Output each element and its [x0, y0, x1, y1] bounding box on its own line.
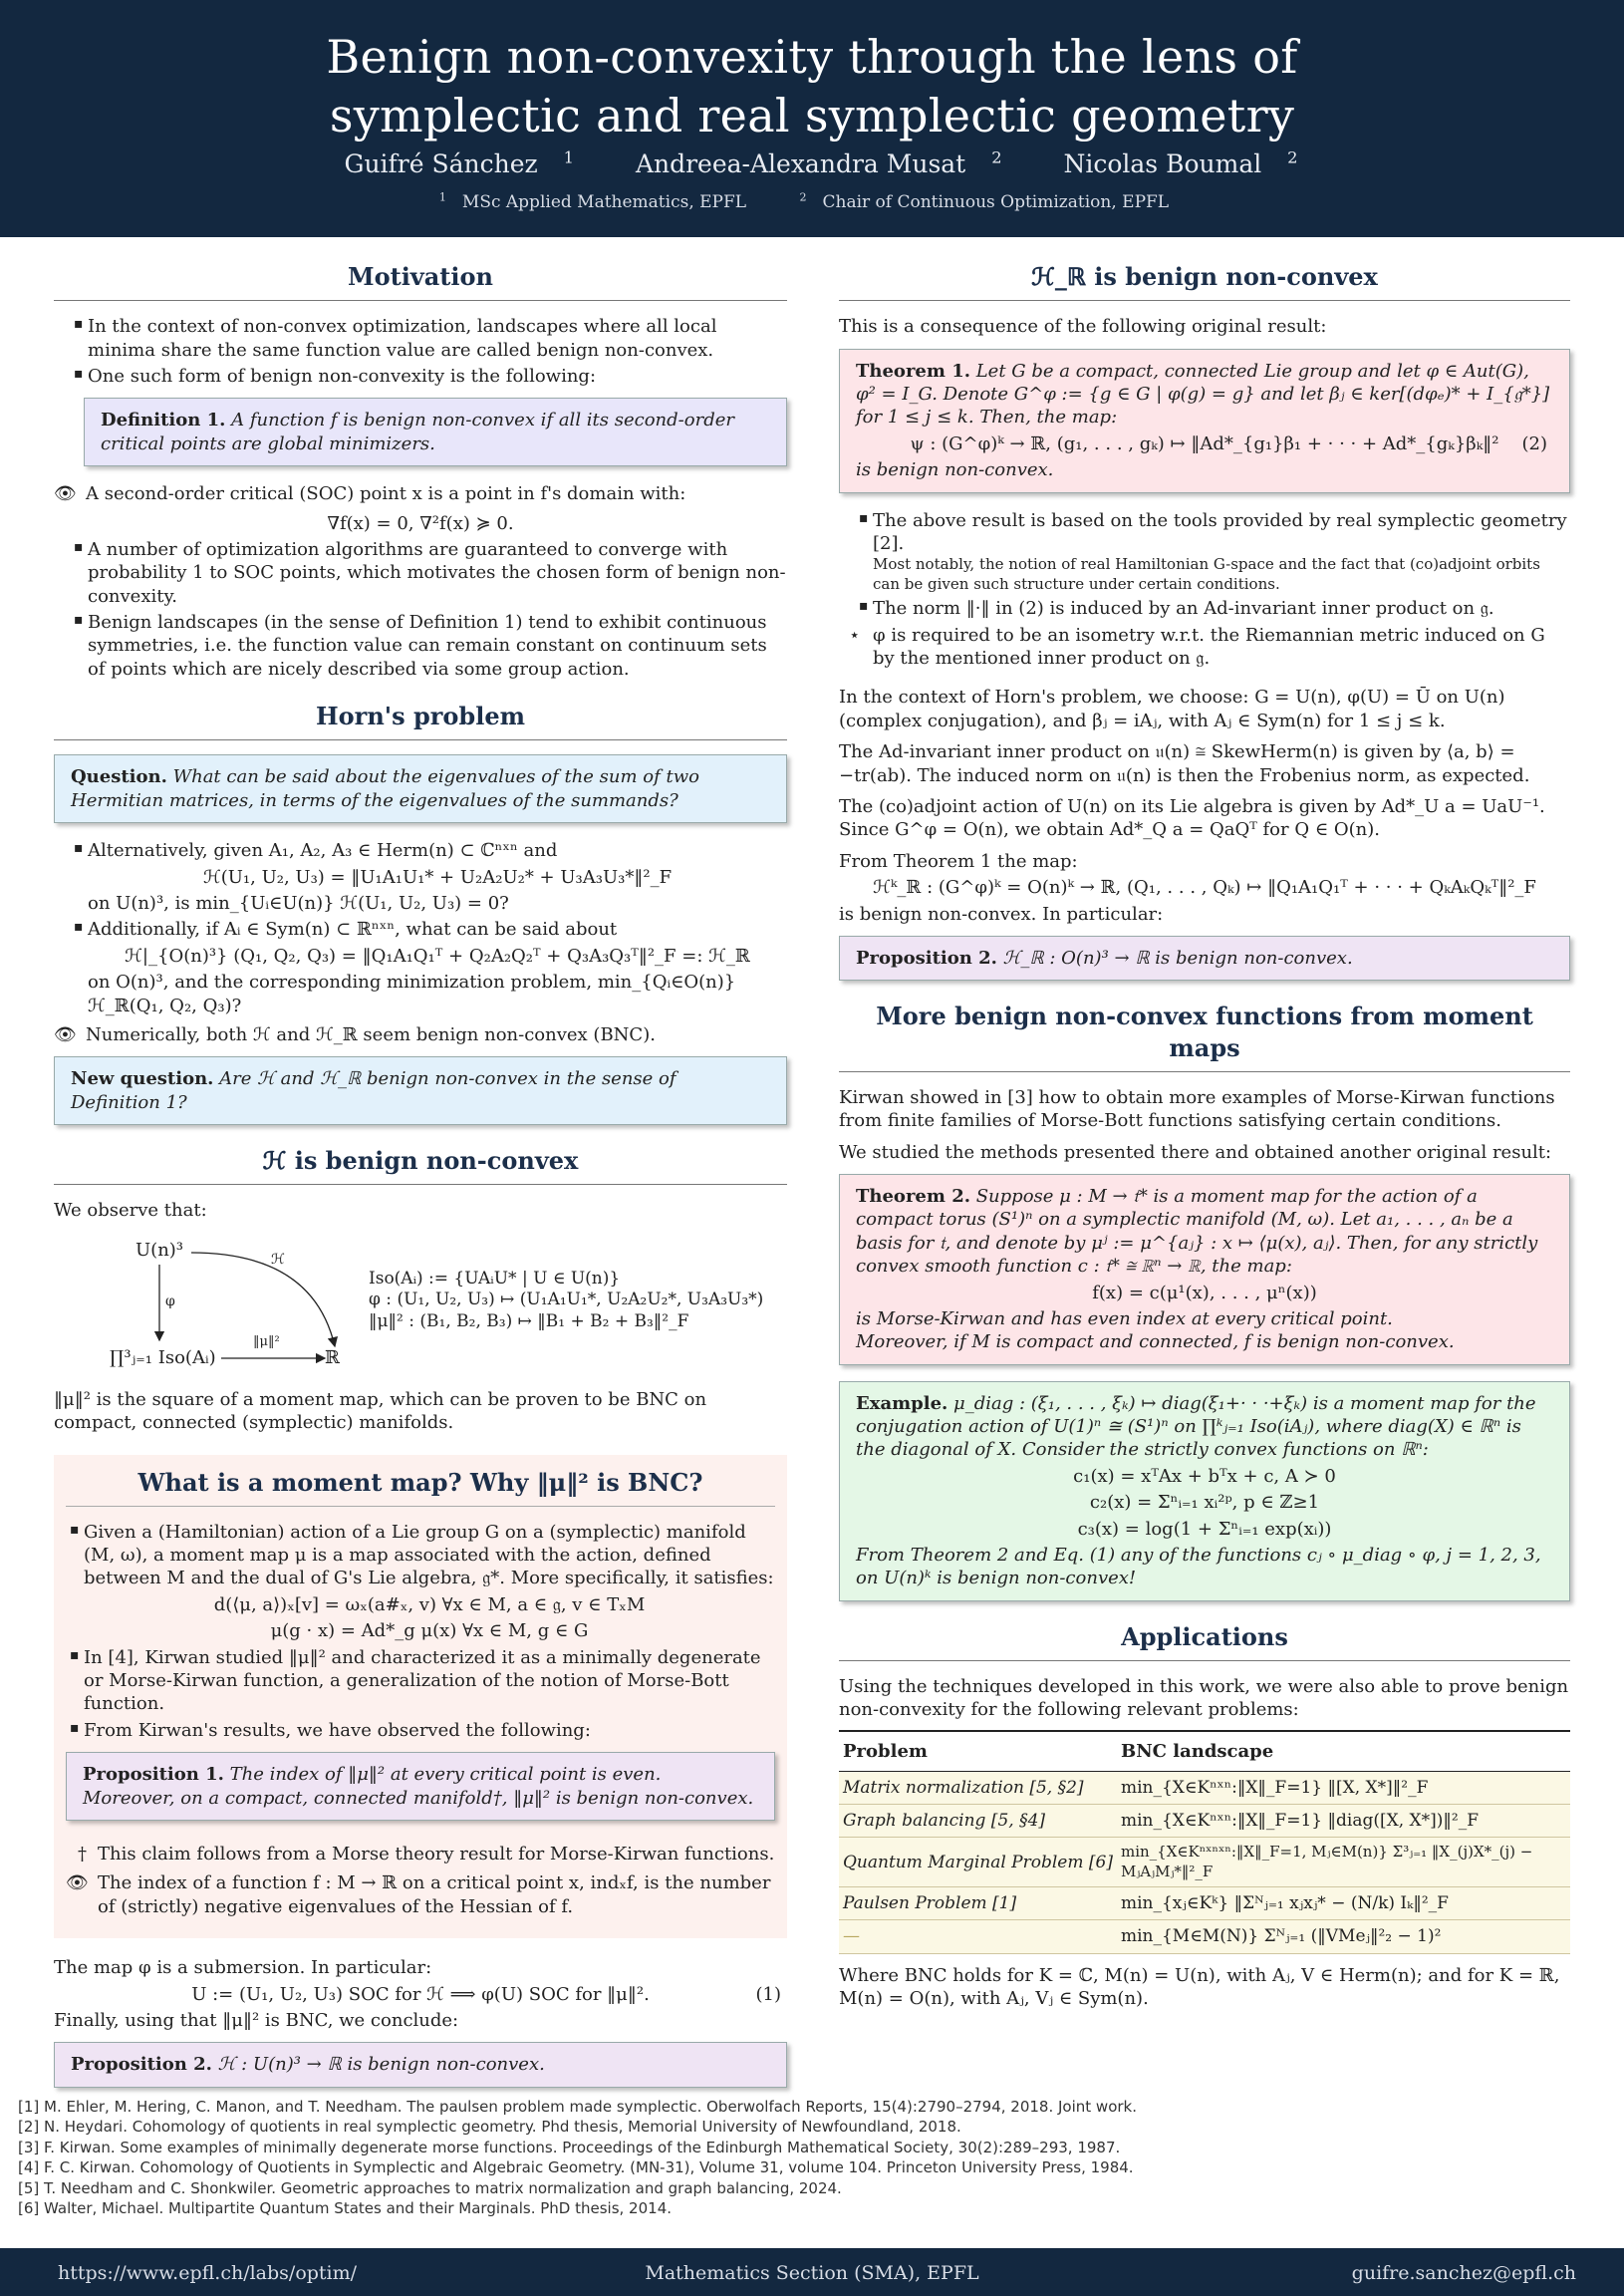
numerics-text: Numerically, both ℋ and ℋ_ℝ seem benign non-convex (BNC).: [86, 1023, 656, 1045]
intro-text: This is a consequence of the following original result:: [839, 316, 1327, 338]
reference-item: [6] Walter, Michael. Multipartite Quantum States and their Marginals. PhD thesis, 2014.: [18, 2198, 673, 2217]
isometry-note: [839, 624, 1570, 671]
submersion-text: The map φ is a submersion. In particular:: [54, 1957, 432, 1979]
paragraph: is benign non-convex. In particular:: [839, 903, 1164, 925]
soc-transfer-equation: U := (U₁, U₂, U₃) SOC for ℋ ⟹ φ(U) SOC for ‖μ‖². (1): [191, 1983, 781, 2005]
table-cell: Paulsen Problem [1]: [839, 1887, 1117, 1920]
left-column: [54, 261, 787, 2108]
index-text: The index of a function f : M → ℝ on a critical point x, indₓf, is the number of (strictly) negative eigenvalues of the Hessian of f.: [98, 1872, 771, 1917]
definition-text: A function f is benign non-convex if all its second-order critical points are global minimizers.: [101, 410, 734, 454]
dagger-mark: †: [78, 1843, 87, 1865]
reference-item: [1] M. Ehler, M. Hering, C. Manon, and T. Needham. The paulsen problem made symplectic. Oberwolfach Reports, 15(4):2790–2794, 2018. Joint work.: [18, 2098, 1137, 2116]
section-title: Horn's problem: [54, 701, 787, 740]
footnote-text: Most notably, the notion of real Hamiltonian G-space and the fact that (co)adjoint orbits can be given such structure under certain conditions.: [873, 555, 1540, 593]
section-title: More benign non-convex functions from moment maps: [839, 1001, 1570, 1071]
theorem-text: Suppose μ : M → 𝔱* is a moment map for the action of a compact torus (S¹)ⁿ on a symplectic manifold (M, ω). Let a₁, . . . , aₙ be a basis for 𝔱, and denote by μʲ := μ^{aⱼ} : x ↦ ⟨μ(x), aⱼ⟩. Then, for any strictly convex smooth function c : 𝔱* ≅ ℝⁿ → ℝ, the map:: [856, 1185, 1538, 1278]
right-column: [839, 261, 1570, 2030]
proposition-1-box: [66, 1752, 775, 1821]
equation-number: (2): [1521, 432, 1547, 454]
table-row: [839, 1772, 1570, 1805]
diagram-top: U(n)³: [135, 1239, 184, 1261]
poster-header: [0, 0, 1624, 237]
affiliation: $^2$ Chair of Continuous Optimization, EPFL: [799, 190, 1170, 213]
moment-map-text: ‖μ‖² is the square of a moment map, which can be proven to be BNC on compact, connected (symplectic) manifolds.: [54, 1388, 707, 1434]
reference-item: [5] T. Needham and C. Shonkwiler. Geometric approaches to matrix normalization and graph balancing, 2024.: [18, 2178, 842, 2197]
diagram-mu-label: ‖μ‖²: [253, 1333, 280, 1349]
poster-footer: [0, 2248, 1624, 2296]
star-mark: ⋆: [849, 624, 861, 646]
question-box: [54, 754, 787, 823]
horn-equation: ℋ(U₁, U₂, U₃) = ‖U₁A₁U₁* + U₂A₂U₂* + U₃A₃U₃*‖²_F: [202, 866, 673, 888]
table-cell: min_{M∈M(N)} Σᴺⱼ₌₁ (‖VMeⱼ‖²₂ − 1)²: [1117, 1920, 1570, 1953]
example-equation: c₃(x) = log(1 + Σⁿᵢ₌₁ exp(xᵢ)): [1077, 1518, 1332, 1540]
author-list: [0, 147, 1624, 181]
applications-section: [839, 1621, 1570, 2011]
reference-item: [3] F. Kirwan. Some examples of minimally degenerate morse functions. Proceedings of the Edinburgh Mathematical Society, 30(2):289–293, 1987.: [18, 2138, 1121, 2156]
bullet-item: ▪ Given a (Hamiltonian) action of a Lie group G on a (symplectic) manifold (M, ω), a moment map μ is a map associated with the action, defined between M and the dual of G's Lie algebra, 𝔤*. More specifically, it satisfies: d(⟨μ, a⟩)ₓ[v] = ωₓ(a#ₓ, v) ∀x ∈ M, a ∈ 𝔤, v ∈ TₓM μ(g · x) = Ad*_g μ(x) ∀x ∈ M, g ∈ G: [70, 1521, 775, 1643]
moment-map-panel: [54, 1455, 787, 1939]
moment-equation: d(⟨μ, a⟩)ₓ[v] = ωₓ(a#ₓ, v) ∀x ∈ M, a ∈ 𝔤, v ∈ TₓM: [213, 1593, 646, 1615]
numerics-note: [54, 1023, 787, 1046]
example-text: μ_diag : (ξ₁, . . . , ξₖ) ↦ diag(ξ₁+· · ·+ξₖ) is a moment map for the conjugation action of U(1)ⁿ ≅ (S¹)ⁿ on ∏ᵏⱼ₌₁ Iso(iAⱼ), where diag(X) ∈ ℝⁿ is the diagonal of X. Consider the strictly convex functions on ℝⁿ:: [856, 1392, 1536, 1461]
h-bnc-section: [54, 1145, 787, 1434]
table-header: Problem: [839, 1731, 1117, 1772]
dagger-text: This claim follows from a Morse theory result for Morse-Kirwan functions.: [98, 1843, 775, 1865]
horn-real-equation: ℋ|_{O(n)³} (Q₁, Q₂, Q₃) = ‖Q₁A₁Q₁ᵀ + Q₂A₂Q₂ᵀ + Q₃A₃Q₃ᵀ‖²_F =: ℋ_ℝ: [125, 945, 750, 967]
bullet-item: ▪ One such form of benign non-convexity is the following:: [74, 365, 787, 388]
theorem-text: is benign non-convex.: [856, 459, 1054, 481]
author: Andreea-Alexandra Musat $^2$: [635, 147, 1002, 179]
definition-label: Definition 1.: [101, 410, 226, 431]
theorem-text: Moreover, if M is compact and connected, f is benign non-convex.: [856, 1331, 1455, 1353]
theorem-text: is Morse-Kirwan and has even index at every critical point.: [856, 1307, 1393, 1329]
references: [18, 2097, 1602, 2218]
hr-bnc-section: [839, 261, 1570, 981]
bullet-item: ▪ The above result is based on the tools provided by real symplectic geometry [2]. Most notably, the notion of real Hamiltonian G-space and the fact that (co)adjoint orbits can be given such structure under certain conditions.: [859, 509, 1570, 595]
soc-equation: ∇f(x) = 0, ∇²f(x) ≽ 0.: [327, 512, 514, 534]
motivation-section: [54, 261, 787, 681]
proposition-text: The index of ‖μ‖² at every critical point is even.: [229, 1764, 662, 1786]
iso-definitions: [369, 1269, 763, 1333]
iso-definition: Iso(Aᵢ) := {UAᵢU* | U ∈ U(n)}: [369, 1268, 621, 1289]
section-title: ℋ is benign non-convex: [54, 1145, 787, 1185]
proposition-text: ℋ_ℝ : O(n)³ → ℝ is benign non-convex.: [1002, 948, 1353, 969]
bullet-item: ▪ In the context of non-convex optimization, landscapes where all local minima share the same function value are called benign non-convex.: [74, 315, 787, 362]
bullet-list: [54, 839, 787, 1017]
table-cell: Graph balancing [5, §4]: [839, 1805, 1117, 1838]
paragraph: In the context of Horn's problem, we choose: G = U(n), φ(U) = Ū on U(n) (complex conjugation), and βⱼ = iAⱼ, with Aⱼ ∈ Sym(n) for 1 ≤ j ≤ k.: [839, 687, 1505, 731]
submersion-section: [54, 1956, 787, 2088]
conclusion-text: Finally, using that ‖μ‖² is BNC, we conclude:: [54, 2009, 459, 2031]
paragraph: The (co)adjoint action of U(n) on its Lie algebra is given by Ad*_U a = UaU⁻¹. Since G^φ = O(n), we obtain Ad*_Q a = QaQᵀ for Q ∈ O(n).: [839, 796, 1545, 841]
theorem-text: Let G be a compact, connected Lie group and let φ ∈ Aut(G), φ² = I_G. Denote G^φ := {g ∈ G | φ(g) = g} and let βⱼ ∈ ker[(dφₑ)* + I_{𝔤*}] for 1 ≤ j ≤ k. Then, the map:: [856, 360, 1550, 429]
proposition-text: Moreover, on a compact, connected manifold†, ‖μ‖² is benign non-convex.: [83, 1787, 754, 1809]
theorem-equation: f(x) = c(μ¹(x), . . . , μⁿ(x)): [1092, 1282, 1317, 1303]
question-text: What can be said about the eigenvalues of the sum of two Hermitian matrices, in terms of the eigenvalues of the summands?: [71, 766, 699, 811]
author: Nicolas Boumal $^2$: [1063, 147, 1298, 179]
mu-definition: ‖μ‖² : (B₁, B₂, B₃) ↦ ‖B₁ + B₂ + B₃‖²_F: [369, 1311, 689, 1332]
table-cell: min_{X∈Kⁿˣⁿˣⁿ:‖X‖_F=1, Mⱼ∈M(n)} Σ³ⱼ₌₁ ‖X_(j)X*_(j) − MⱼAⱼMⱼ*‖²_F: [1117, 1838, 1570, 1887]
diagram-phi-label: φ: [165, 1292, 175, 1309]
horn-section: [54, 701, 787, 1125]
definition-box: [84, 398, 787, 466]
applications-table: [839, 1730, 1570, 1954]
diagram-h-label: ℋ: [271, 1251, 285, 1268]
paragraph: We studied the methods presented there and obtained another original result:: [839, 1141, 1552, 1163]
table-cell: Matrix normalization [5, §2]: [839, 1772, 1117, 1805]
isometry-text: φ is required to be an isometry w.r.t. the Riemannian metric induced on G by the mentioned inner product on 𝔤.: [873, 624, 1545, 670]
proposition-label: Proposition 2.: [856, 948, 997, 969]
dagger-note: [66, 1843, 775, 1866]
poster-title: [0, 0, 1624, 145]
question-label: Question.: [71, 766, 167, 788]
bullet-item: ▪ From Kirwan's results, we have observed the following:: [70, 1719, 775, 1742]
theorem-label: Theorem 1.: [856, 360, 970, 382]
proposition-text: ℋ : U(n)³ → ℝ is benign non-convex.: [217, 2054, 545, 2076]
section-title: Applications: [839, 1621, 1570, 1661]
theorem-label: Theorem 2.: [856, 1185, 970, 1207]
diagram-r: ℝ: [325, 1346, 340, 1368]
new-question-label: New question.: [71, 1068, 214, 1090]
table-cell: min_{X∈Kⁿˣⁿ:‖X‖_F=1} ‖diag([X, X*])‖²_F: [1117, 1805, 1570, 1838]
eye-icon: 👁: [66, 1872, 89, 1894]
equivariance-equation: μ(g · x) = Ad*_g μ(x) ∀x ∈ M, g ∈ G: [270, 1620, 589, 1642]
eye-icon: 👁: [54, 1023, 77, 1045]
bullet-list: [54, 315, 787, 388]
bullet-list: [839, 509, 1570, 621]
example-box: [839, 1381, 1570, 1601]
title-line-1: Benign non-convexity through the lens of: [326, 30, 1298, 84]
reference-item: [4] F. C. Kirwan. Cohomology of Quotients in Symplectic and Algebraic Geometry. (MN-31), Volume 31, volume 104. Princeton University Press, 1984.: [18, 2158, 1134, 2177]
bullet-list: [54, 538, 787, 681]
more-bnc-section: [839, 1001, 1570, 1600]
proposition-2-real-box: [839, 936, 1570, 981]
proposition-2-box: [54, 2042, 787, 2087]
soc-note: [54, 482, 787, 505]
table-cell: min_{xⱼ∈Kᵏ} ‖Σᴺⱼ₌₁ xⱼxⱼ* − (N/k) Iₖ‖²_F: [1117, 1887, 1570, 1920]
theorem-1-box: [839, 349, 1570, 493]
diagram-bottom: ∏³ⱼ₌₁ Iso(Aᵢ): [110, 1346, 216, 1368]
theorem-equation: ψ : (G^φ)ᵏ → ℝ, (g₁, . . . , gₖ) ↦ ‖Ad*_{g₁}β₁ + · · · + Ad*_{gₖ}βₖ‖² (2): [910, 432, 1547, 454]
example-text: From Theorem 2 and Eq. (1) any of the functions cⱼ ∘ μ_diag ∘ φ, j = 1, 2, 3, on U(n)ᵏ is benign non-convex!: [856, 1545, 1541, 1589]
bullet-item: ▪ The norm ‖·‖ in (2) is induced by an Ad-invariant inner product on 𝔤.: [859, 597, 1570, 620]
paragraph: Using the techniques developed in this work, we were also able to prove benign non-convexity for the following relevant problems:: [839, 1675, 1569, 1721]
paragraph: From Theorem 1 the map:: [839, 850, 1078, 872]
bullet-item: ▪ A number of optimization algorithms are guaranteed to converge with probability 1 to SOC points, which motivates the chosen form of benign non-convexity.: [74, 538, 787, 608]
theorem-2-box: [839, 1174, 1570, 1365]
table-row: [839, 1838, 1570, 1887]
proposition-label: Proposition 2.: [71, 2054, 212, 2076]
commutative-diagram: [54, 1229, 787, 1378]
example-label: Example.: [856, 1392, 948, 1414]
affiliation: $^1$ MSc Applied Mathematics, EPFL: [438, 190, 747, 213]
section-title: What is a moment map? Why ‖μ‖² is BNC?: [66, 1467, 775, 1507]
table-header: BNC landscape: [1117, 1731, 1570, 1772]
table-cell: Quantum Marginal Problem [6]: [839, 1838, 1117, 1887]
title-line-2: symplectic and real symplectic geometry: [329, 88, 1295, 143]
table-row: [839, 1805, 1570, 1838]
phi-definition: φ : (U₁, U₂, U₃) ↦ (U₁A₁U₁*, U₂A₂U₂*, U₃A₃U₃*): [369, 1290, 764, 1310]
soc-text: A second-order critical (SOC) point x is a point in f's domain with:: [86, 483, 686, 505]
section-title: ℋ_ℝ is benign non-convex: [839, 261, 1570, 301]
new-question-box: [54, 1056, 787, 1125]
bullet-item: ▪ Additionally, if Aᵢ ∈ Sym(n) ⊂ ℝⁿˣⁿ, what can be said about ℋ|_{O(n)³} (Q₁, Q₂, Q₃) = ‖Q₁A₁Q₁ᵀ + Q₂A₂Q₂ᵀ + Q₃A₃Q₃ᵀ‖²_F =: ℋ_ℝ on O(n)³, and the corresponding minimization problem, min_{Qᵢ∈O(n)} ℋ_ℝ(Q₁, Q₂, Q₃)?: [74, 918, 787, 1017]
new-question-text: Are ℋ and ℋ_ℝ benign non-convex in the sense of Definition 1?: [71, 1068, 677, 1113]
table-cell: —: [839, 1920, 1117, 1953]
paragraph: Where BNC holds for K = ℂ, M(n) = U(n), with Aⱼ, V ∈ Herm(n); and for K = ℝ, M(n) = O(n), with Aⱼ, Vⱼ ∈ Sym(n).: [839, 1964, 1560, 2009]
table-cell: min_{X∈Kⁿˣⁿ:‖X‖_F=1} ‖[X, X*]‖²_F: [1117, 1772, 1570, 1805]
proposition-label: Proposition 1.: [83, 1764, 224, 1786]
footer-email[interactable]: guifre.sanchez@epfl.ch: [1351, 2262, 1576, 2284]
paragraph: Kirwan showed in [3] how to obtain more examples of Morse-Kirwan functions from finite families of Morse-Bott functions satisfying certain conditions.: [839, 1086, 1555, 1132]
table-row: [839, 1887, 1570, 1920]
example-equation: c₁(x) = xᵀAx + bᵀx + c, A ≻ 0: [1073, 1465, 1336, 1487]
bullet-item: ▪ Benign landscapes (in the sense of Definition 1) tend to exhibit continuous symmetries, i.e. the function value can remain constant on continuum sets of points which are nicely described via some group action.: [74, 611, 787, 681]
equation-number: (1): [755, 1983, 781, 2005]
footer-affiliation: Mathematics Section (SMA), EPFL: [645, 2262, 979, 2284]
example-equation: c₂(x) = Σⁿᵢ₌₁ xᵢ²ᵖ, p ∈ ℤ≥1: [1089, 1492, 1320, 1514]
bullet-list: [66, 1521, 775, 1743]
observe-text: We observe that:: [54, 1200, 207, 1222]
reference-item: [2] N. Heydari. Cohomology of quotients in real symplectic geometry. Phd thesis, Memorial University of Newfoundland, 2018.: [18, 2118, 961, 2137]
eye-icon: 👁: [54, 483, 77, 505]
section-title: Motivation: [54, 261, 787, 301]
table-row: [839, 1920, 1570, 1953]
hr-equation: ℋᵏ_ℝ : (G^φ)ᵏ = O(n)ᵏ → ℝ, (Q₁, . . . , Qₖ) ↦ ‖Q₁A₁Q₁ᵀ + · · · + QₖAₖQₖᵀ‖²_F: [873, 877, 1536, 899]
bullet-item: ▪ In [4], Kirwan studied ‖μ‖² and characterized it as a minimally degenerate or Morse-Kirwan function, a generalization of the notion of Morse-Bott function.: [70, 1646, 775, 1716]
footer-url[interactable]: https://www.epfl.ch/labs/optim/: [58, 2262, 358, 2284]
paragraph: The Ad-invariant inner product on 𝔲(n) ≅ SkewHerm(n) is given by ⟨a, b⟩ = −tr(ab). The induced norm on 𝔲(n) is then the Frobenius norm, as expected.: [839, 741, 1530, 786]
index-note: [66, 1871, 775, 1918]
bullet-item: ▪ Alternatively, given A₁, A₂, A₃ ∈ Herm(n) ⊂ ℂⁿˣⁿ and ℋ(U₁, U₂, U₃) = ‖U₁A₁U₁* + U₂A₂U₂* + U₃A₃U₃*‖²_F on U(n)³, is min_{Uᵢ∈U(n)} ℋ(U₁, U₂, U₃) = 0?: [74, 839, 787, 915]
author: Guifré Sánchez $^1$: [344, 147, 574, 179]
affiliation-list: [0, 191, 1624, 214]
